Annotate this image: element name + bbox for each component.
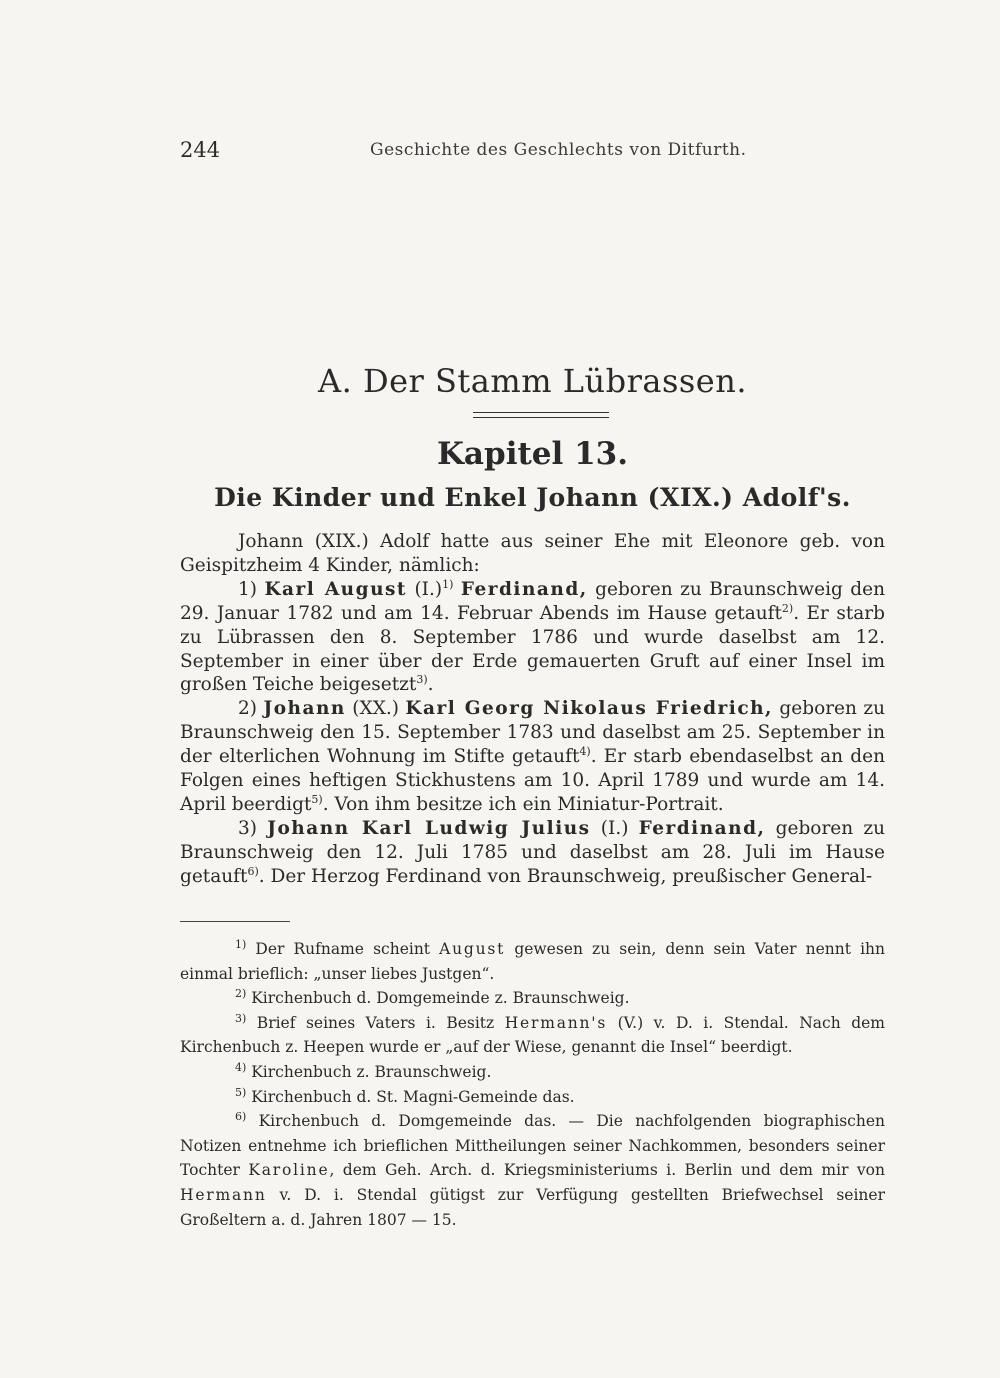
item-number: 3) — [238, 817, 257, 839]
person-name: Johann Karl Ludwig Julius — [267, 817, 591, 839]
person-name: Ferdinand, — [460, 578, 588, 600]
running-head — [180, 138, 885, 164]
paragraph-text: geboren zu Braunschweig den 29. Januar 1782 und am 14. Februar Abends im Hause getauft — [180, 578, 886, 624]
person-name: August — [439, 940, 506, 958]
paragraph-text: geboren zu Braunschweig den 12. Juli 1785 und daselbst am 28. Juli im Hause getauft — [180, 817, 885, 887]
person-name: Johann — [263, 698, 346, 720]
footnote-text: Kirchenbuch d. Domgemeinde z. Braunschweig. — [246, 989, 630, 1008]
intro-paragraph: Johann (XIX.) Adolf hatte aus seiner Ehe mit Eleonore geb. von Geispitzheim 4 Kinder, nämlich: — [180, 531, 885, 576]
paragraph-text: geboren zu Braunschweig den 15. September 1783 und daselbst am 25. September in der elterlichen Wohnung im Stifte getauft — [180, 698, 885, 768]
paragraph-child-3 — [180, 817, 885, 889]
footnote-ref: 5) — [311, 792, 323, 806]
footnote-ref: 2) — [781, 601, 794, 615]
footnote-text: Kirchenbuch d. Domgemeinde das. — Die nachfolgenden biographischen Notizen entnehme ich brieflichen Mittheilungen seiner Nachkommen, besonders seiner Tochter — [180, 1112, 885, 1180]
roman-numeral: (I.) — [406, 578, 443, 600]
footnote-ref: 4) — [579, 745, 591, 758]
paragraph-child-2 — [180, 697, 885, 817]
paragraph-child-1 — [180, 578, 885, 698]
footnote-text: Kirchenbuch d. St. Magni-Gemeinde das. — [246, 1087, 575, 1106]
footnote-mark: 5) — [235, 1085, 247, 1099]
footnote-text: Kirchenbuch z. Braunschweig. — [246, 1062, 492, 1081]
footnote-2 — [180, 986, 885, 1011]
footnote-1 — [180, 937, 885, 986]
footnote-text: Brief seines Vaters i. Besitz — [246, 1013, 505, 1032]
person-name: Karoline — [248, 1161, 330, 1180]
person-name: Hermann's — [504, 1013, 608, 1032]
paragraph-text: . Er starb zu Lübrassen den 8. September 1786 und wurde daselbst am 12. September in einer über der Erde gemauerten Gruft auf einer Insel im großen Teiche beigesetzt — [180, 602, 885, 696]
footnote-3 — [180, 1011, 885, 1060]
footnote-mark: 1) — [235, 937, 247, 951]
footnote-mark: 2) — [235, 987, 247, 1001]
footnote-mark: 6) — [235, 1110, 247, 1123]
person-name: Karl August — [264, 578, 407, 600]
running-title: Geschichte des Geschlechts von Ditfurth. — [370, 140, 747, 160]
section-heading: A. Der Stamm Lübrassen. — [317, 362, 747, 400]
roman-numeral: (I.) — [590, 817, 639, 839]
footnote-ref: 1) — [442, 577, 454, 591]
footnote-text: Der Rufname scheint — [246, 940, 440, 958]
footnote-ref: 6) — [247, 864, 259, 878]
footnote-ref: 3) — [416, 673, 428, 687]
body-text — [180, 530, 885, 889]
footnote-text: gewesen zu sein, denn sein Vater nennt ihn einmal brieflich: „unser liebes Justgen“. — [180, 940, 885, 983]
footnote-text: (V.) v. D. i. Stendal. Nach dem Kirchenbuch z. Heepen wurde er „auf der Wiese, genannt die Insel“ beerdigt. — [180, 1013, 885, 1057]
item-number: 2) — [238, 698, 257, 720]
footnote-text: , dem Geh. Arch. d. Kriegsministeriums i. Berlin und dem mir von — [329, 1161, 885, 1180]
person-name: Hermann — [180, 1185, 267, 1204]
footnote-4 — [180, 1060, 885, 1085]
heading-divider — [473, 412, 609, 418]
footnote-6 — [180, 1109, 885, 1232]
footnote-mark: 3) — [235, 1011, 247, 1025]
roman-numeral: (XX.) — [345, 698, 406, 720]
item-number: 1) — [238, 578, 257, 600]
footnote-5 — [180, 1085, 885, 1110]
page-number: 244 — [180, 138, 221, 162]
person-name: Ferdinand, — [638, 817, 766, 839]
paragraph-text: . Von ihm besitze ich ein Miniatur-Portrait. — [322, 793, 724, 815]
paragraph-text: . — [427, 674, 434, 696]
paragraph-text: . Der Herzog Ferdinand von Braunschweig, preußischer General- — [258, 865, 873, 887]
footnote-mark: 4) — [235, 1060, 247, 1074]
footnotes — [180, 937, 885, 1232]
footnote-rule — [180, 921, 290, 922]
chapter-subtitle: Die Kinder und Enkel Johann (XIX.) Adolf's. — [214, 483, 851, 512]
chapter-title: Kapitel 13. — [436, 436, 629, 472]
person-name: Karl Georg Nikolaus Friedrich, — [405, 698, 773, 720]
footnote-text: v. D. i. Stendal gütigst zur Verfügung gestellten Briefwechsel seiner Großeltern a. d. Jahren 1807 — 15. — [180, 1185, 885, 1229]
paragraph-text: . Er starb ebendaselbst an den Folgen eines heftigen Stickhustens am 10. April 1789 und wurde am 14. April beerdigt — [180, 746, 885, 815]
